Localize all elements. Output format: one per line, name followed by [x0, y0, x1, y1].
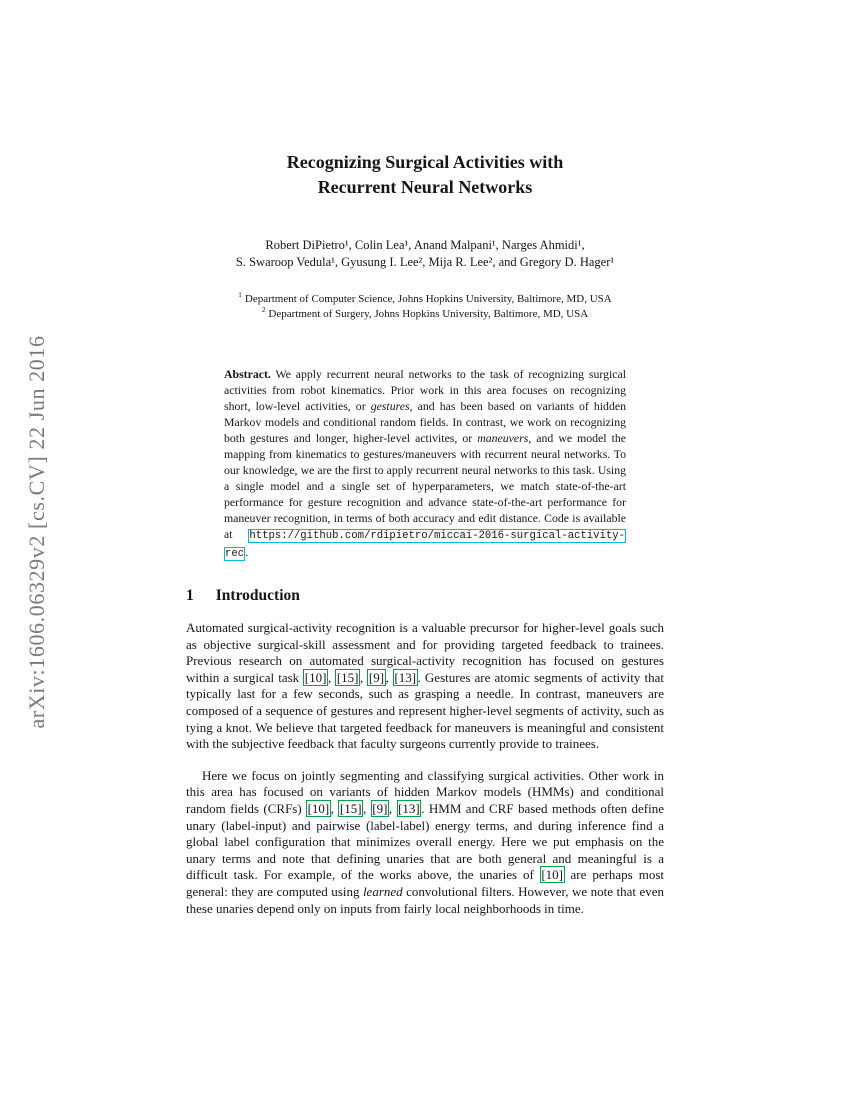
- text-segment: , and has been based on variants of hidden Markov models and conditional random fields. In contrast, we work on recognizing both gestures and longer, higher-level activites, or: [224, 399, 626, 445]
- intro-paragraph-1: [186, 620, 664, 753]
- text-segment: ,: [360, 669, 368, 685]
- text-segment: ,: [327, 669, 336, 685]
- citation-link[interactable]: [13]: [398, 800, 420, 816]
- citation-link[interactable]: [15]: [339, 800, 362, 816]
- citation-link[interactable]: [10]: [307, 800, 330, 816]
- citation-link[interactable]: [10]: [541, 867, 564, 883]
- citation-link[interactable]: [9]: [368, 669, 385, 685]
- text-segment: are perhaps most general: they are computed using: [186, 867, 664, 899]
- text-segment: gestures: [370, 399, 410, 413]
- affiliation-1-text: Department of Computer Science, Johns Hopkins University, Baltimore, MD, USA: [244, 293, 612, 305]
- intro-paragraph-2: [186, 768, 664, 917]
- affiliation-2: [186, 307, 664, 322]
- section-number: 1: [186, 587, 194, 604]
- affiliation-1-marker: 1: [238, 291, 242, 300]
- paper-content: [186, 150, 664, 917]
- author-list: [186, 237, 664, 271]
- citation-link[interactable]: [15]: [336, 669, 359, 685]
- text-segment: ,: [385, 669, 393, 685]
- text-segment: . HMM and CRF based methods often define unary (label-input) and pairwise (label-label) energy terms, and during inference find a global label configuration that minimizes overall energy. Here we put emphasis on the unary terms and note that defining unaries that are both general and meaningful is a difficult task. For example, of the works above, the unaries of: [186, 800, 665, 883]
- text-segment: ,: [363, 800, 371, 816]
- text-segment: ,: [330, 800, 339, 816]
- affiliation-1: [186, 292, 664, 307]
- section-title: Introduction: [215, 587, 300, 604]
- affiliation-2-marker: 2: [261, 306, 266, 315]
- affiliations: [186, 292, 664, 322]
- citation-link[interactable]: [13]: [394, 669, 417, 685]
- affiliation-2-text: Department of Surgery, Johns Hopkins University, Baltimore, MD, USA: [268, 308, 589, 320]
- text-segment: Abstract.: [224, 367, 271, 381]
- citation-link[interactable]: [9]: [372, 800, 388, 816]
- text-segment: . Gestures are atomic segments of activity that typically last for a few seconds, such as grasping a needle. In contrast, maneuvers are composed of a sequence of gestures and represent higher-level segments of activity, such as tying a knot. We believe that targeted feedback for maneuvers is meaningful and consistent with the subjective feedback that faculty surgeons currently provide to trainees.: [186, 669, 664, 752]
- code-url-link[interactable]: https://github.com/rdipietro/miccai-2016-surgical-activity-rec: [225, 530, 625, 560]
- text-segment: We apply recurrent neural networks to the task of recognizing surgical activities from robot kinematics. Prior work in this area focuses on recognizing short, low-level activities, or: [224, 367, 626, 413]
- text-segment: Here we focus on jointly segmenting and classifying surgical activities. Other work in this area has focused on variants of hidden Markov models (HMMs) and conditional random fields (CRFs): [186, 767, 664, 816]
- author-line1: Robert DiPietro¹, Colin Lea¹, Anand Malpani¹, Narges Ahmidi¹,: [265, 238, 585, 252]
- text-segment: , and we model the mapping from kinematics to gestures/maneuvers with recurrent neural networks. To our knowledge, we are the first to apply recurrent neural networks to this task. Using a single model and a single set of hyperparameters, we match state-of-the-art performance for gesture recognition and advance state-of-the-art performance for maneuver recognition, in terms of both accuracy and edit distance. Code is available at: [224, 431, 626, 541]
- citation-link[interactable]: [10]: [304, 669, 327, 685]
- text-segment: Automated surgical-activity recognition is a valuable precursor for higher-level goals such as objective surgical-skill assessment and for providing targeted feedback to trainees. Previous research on automated surgical-activity recognition has focused on gestures within a surgical task: [186, 620, 664, 685]
- text-segment: .: [245, 545, 249, 559]
- paper-title-line2: Recurrent Neural Networks: [317, 177, 533, 197]
- text-segment: learned: [362, 883, 403, 899]
- paper-title-line1: Recognizing Surgical Activities with: [286, 152, 564, 172]
- text-segment: ,: [388, 800, 397, 816]
- section-heading-introduction: [186, 587, 664, 605]
- author-line2: S. Swaroop Vedula¹, Gyusung I. Lee², Mija R. Lee², and Gregory D. Hager¹: [235, 255, 615, 269]
- text-segment: maneuvers: [477, 431, 529, 445]
- paper-title: [186, 150, 664, 200]
- arxiv-watermark: arXiv:1606.06329v2 [cs.CV] 22 Jun 2016: [24, 335, 49, 729]
- text-segment: convolutional filters. However, we note that even these unaries depend only on inputs from fairly local neighborhoods in time.: [186, 883, 664, 916]
- abstract: [224, 366, 626, 562]
